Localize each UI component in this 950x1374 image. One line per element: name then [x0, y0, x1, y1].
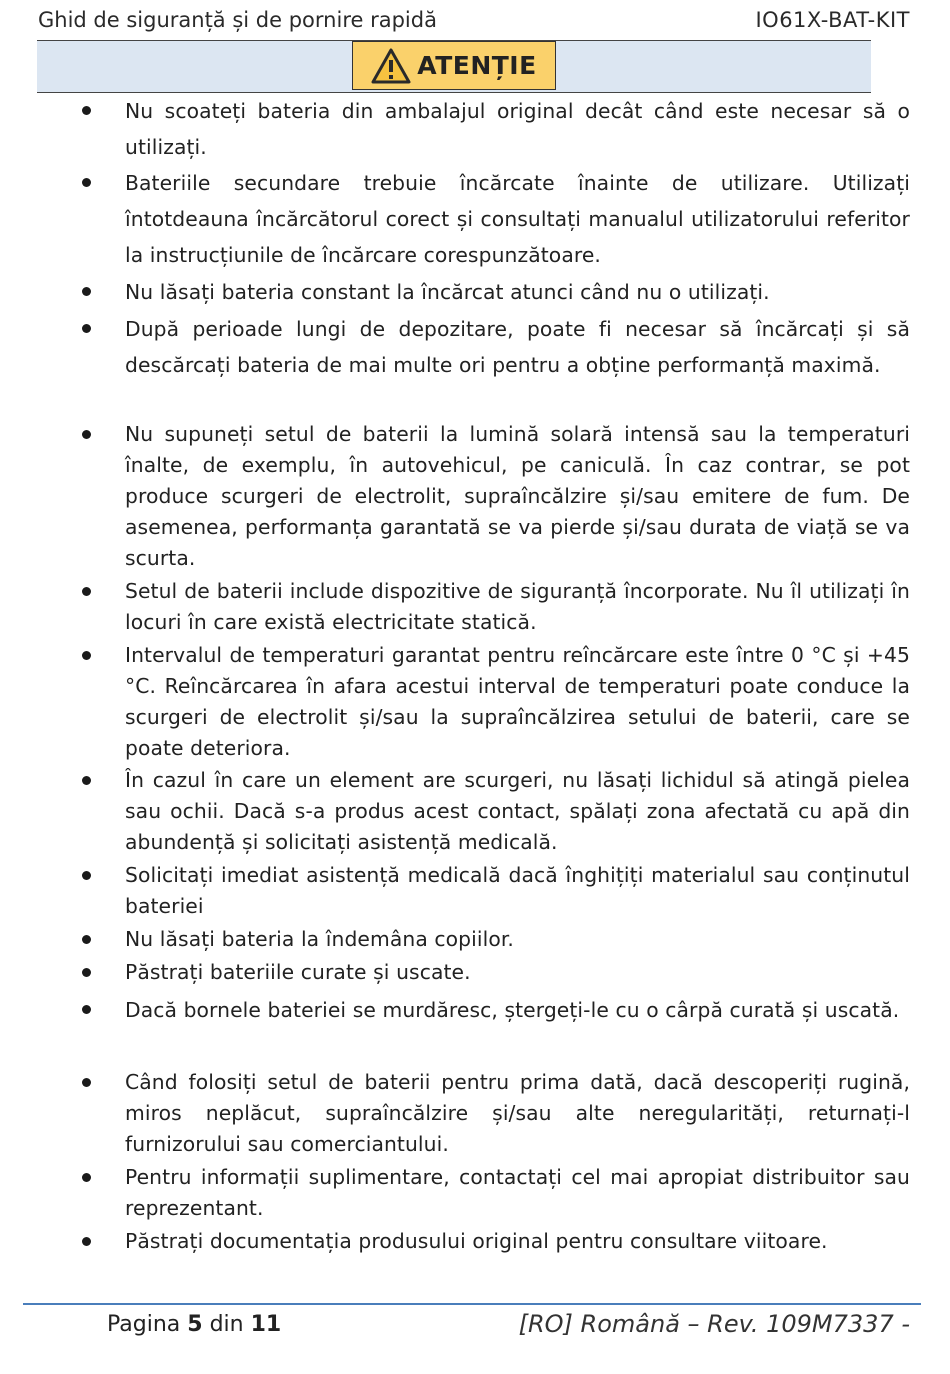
list-item-text: Intervalul de temperaturi garantat pentru reîncărcare este între 0 °C și +45 °C. Reîncărcarea în afara acestui interval de temperaturi poate conduce la scurgeri de electrolit și/sau la supraîncălzirea setului de baterii, care se poate deteriora.	[125, 643, 910, 760]
list-item-text: Bateriile secundare trebuie încărcate înainte de utilizare. Utilizați întotdeauna încărcătorul corect și consultați manualul utilizatorului referitor la instrucțiunile de încărcare corespunzătoare.	[125, 171, 910, 267]
bullet	[82, 1078, 91, 1087]
warning-banner	[352, 41, 556, 90]
list-item	[0, 640, 950, 765]
list-item-text: Pentru informații suplimentare, contactați cel mai apropiat distribuitor sau reprezentant.	[125, 1165, 910, 1220]
list-item	[0, 419, 950, 576]
bullet	[82, 651, 91, 660]
list-item	[0, 1162, 950, 1226]
list-item	[0, 165, 950, 274]
list-item	[0, 957, 950, 992]
list-item-text: Dacă bornele bateriei se murdăresc, ștergeți-le cu o cârpă curată și uscată.	[125, 998, 900, 1022]
list-item	[0, 860, 950, 924]
bullet	[82, 287, 91, 296]
list-item-text: Păstrați documentația produsului original pentru consultare viitoare.	[125, 1229, 828, 1253]
document-title: Ghid de siguranță și de pornire rapidă	[38, 8, 437, 32]
page-sep: din	[209, 1312, 244, 1337]
bullet	[82, 935, 91, 944]
footer-rule	[23, 1303, 921, 1305]
warning-triangle-icon	[371, 48, 411, 84]
document-reference: [RO] Română – Rev. 109M7337 -	[518, 1310, 910, 1338]
list-item-text: După perioade lungi de depozitare, poate fi necesar să încărcați și să descărcați bateria de mai multe ori pentru a obține performanță maximă.	[125, 317, 910, 377]
warning-label: ATENȚIE	[417, 51, 537, 80]
list-item-text: Nu lăsați bateria la îndemâna copiilor.	[125, 927, 514, 951]
list-item-text: Păstrați bateriile curate și uscate.	[125, 960, 471, 984]
safety-list	[0, 93, 950, 1259]
bullet	[82, 1005, 91, 1014]
list-item	[0, 311, 950, 419]
list-item	[0, 1226, 950, 1259]
bullet	[82, 324, 91, 333]
list-item	[0, 992, 950, 1067]
bullet	[82, 1237, 91, 1246]
bullet	[82, 106, 91, 115]
list-item	[0, 274, 950, 311]
page-current: 5	[187, 1312, 203, 1337]
model-number: IO61X-BAT-KIT	[755, 8, 910, 32]
list-item-text: Când folosiți setul de baterii pentru prima dată, dacă descoperiți rugină, miros neplăcut, supraîncălzire și/sau alte neregularități, returnați-l furnizorului sau comerciantului.	[125, 1070, 910, 1156]
list-item	[0, 1067, 950, 1162]
list-item-text: Nu scoateți bateria din ambalajul original decât când este necesar să o utilizați.	[125, 99, 910, 159]
bullet	[82, 430, 91, 439]
list-item-text: Nu lăsați bateria constant la încărcat atunci când nu o utilizați.	[125, 280, 770, 304]
bullet	[82, 871, 91, 880]
list-item	[0, 765, 950, 860]
bullet	[82, 968, 91, 977]
list-item-text: Setul de baterii include dispozitive de siguranță încorporate. Nu îl utilizați în locuri în care există electricitate statică.	[125, 579, 910, 634]
list-item	[0, 576, 950, 640]
bullet	[82, 1173, 91, 1182]
list-item-text: Nu supuneți setul de baterii la lumină solară intensă sau la temperaturi înalte, de exemplu, în autovehicul, pe caniculă. În caz contrar, se pot produce scurgeri de electrolit, supraîncălzire și/sau emitere de fum. De asemenea, performanța garantată se va pierde și/sau durata de viață se va scurta.	[125, 422, 910, 570]
bullet	[82, 587, 91, 596]
list-item	[0, 93, 950, 165]
list-item	[0, 924, 950, 957]
page-number	[107, 1312, 281, 1337]
page-prefix: Pagina	[107, 1312, 181, 1337]
list-item-text: Solicitați imediat asistență medicală dacă înghițiți materialul sau conținutul bateriei	[125, 863, 910, 918]
bullet	[82, 178, 91, 187]
list-item-text: În cazul în care un element are scurgeri, nu lăsați lichidul să atingă pielea sau ochii. Dacă s-a produs acest contact, spălați zona afectată cu apă din abundență și solicitați asistență medicală.	[125, 768, 910, 854]
page-total: 11	[250, 1312, 282, 1337]
bullet	[82, 776, 91, 785]
